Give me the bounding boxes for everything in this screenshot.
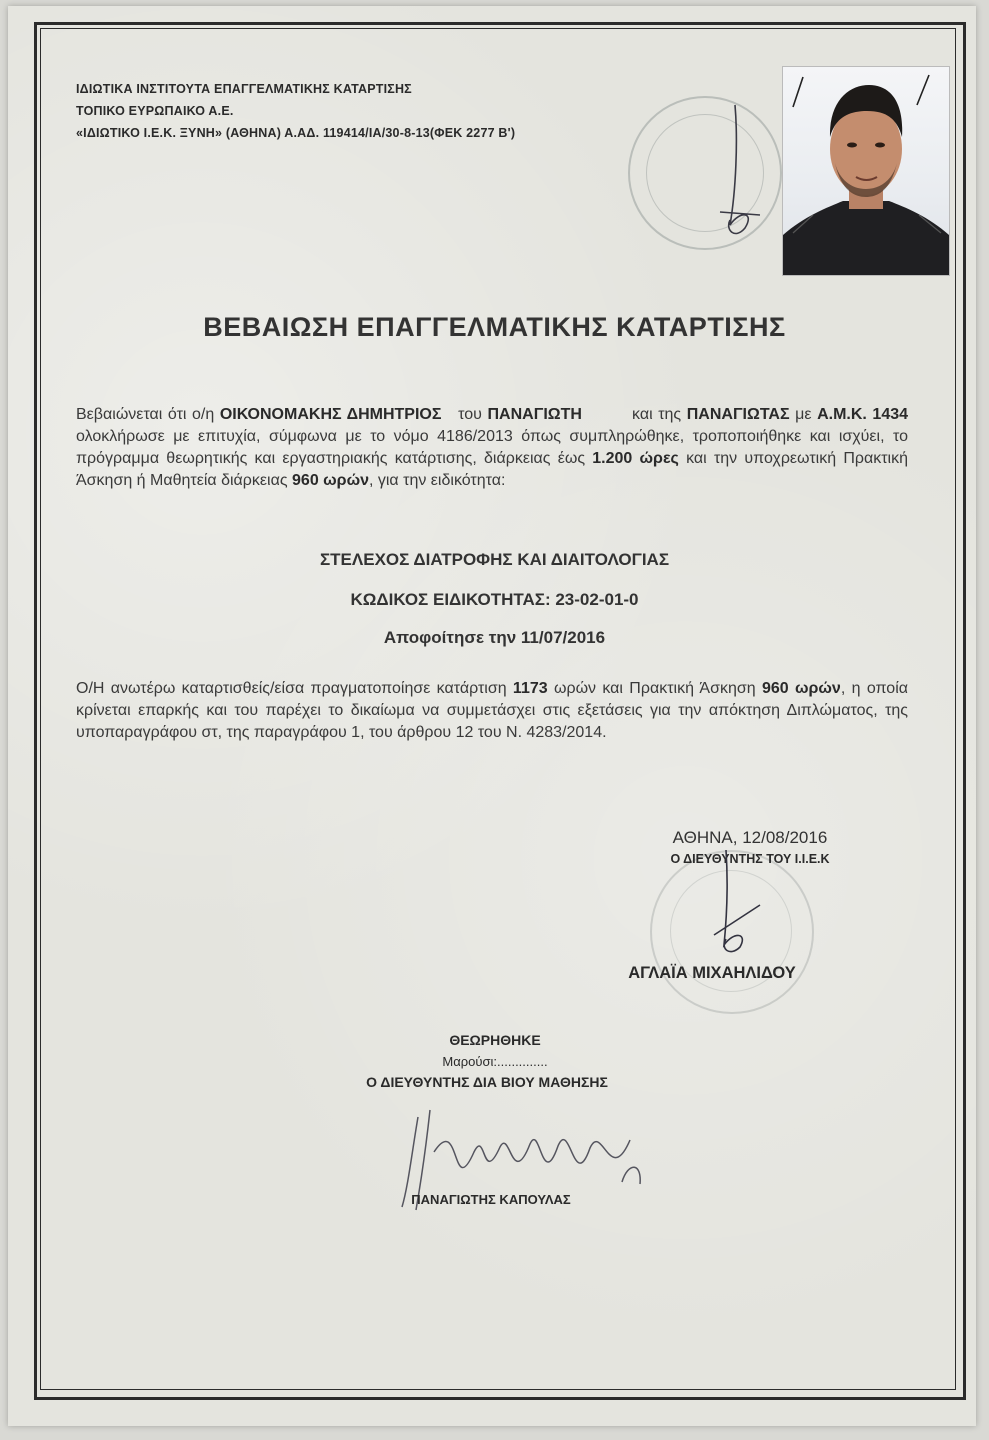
mother-prefix: και της	[632, 406, 682, 423]
trainee-name: ΟΙΚΟΝΟΜΑΚΗΣ ΔΗΜΗΤΡΙΟΣ	[219, 406, 442, 423]
director-signature	[700, 845, 780, 965]
endorsement-heading: ΘΕΩΡΗΘΗΚΕ	[449, 1032, 541, 1048]
portrait-image	[783, 67, 949, 275]
entitlement-text: , η οποία κρίνεται επαρκής και του παρέχει το δικαίωμα να συμμετάσχει στις εξετάσεις για την απόκτηση Διπλώματος, της υποπαραγράφου στ, της παραγράφου 1, του άρθρου 12 του Ν. 4283/2014.	[76, 680, 908, 741]
certification-paragraph	[76, 404, 908, 492]
director-name: ΑΓΛΑΪΑ ΜΙΧΑΗΛΙΔΟΥ	[628, 964, 796, 982]
graduation-date: Αποφοίτησε την 11/07/2016	[383, 628, 606, 647]
director-role: Ο ΔΙΕΥΘΥΝΤΗΣ ΤΟΥ Ι.Ι.Ε.Κ	[670, 852, 830, 866]
institute-line-2: ΤΟΠΙΚΟ ΕΥΡΩΠΑΙΚΟ Α.Ε.	[76, 104, 234, 118]
completed-hours: 1173	[512, 680, 548, 697]
specialty-intro: , για την ειδικότητα:	[368, 472, 506, 489]
completed-text: Ο/Η ανωτέρω καταρτισθείς/είσα πραγματοποίησε κατάρτιση	[76, 680, 507, 697]
endorsement-place	[330, 1054, 660, 1069]
institute-line-1: ΙΔΙΩΤΙΚΑ ΙΝΣΤΙΤΟΥΤΑ ΕΠΑΓΓΕΛΜΑΤΙΚΗΣ ΚΑΤΑΡΤΙΣΗΣ	[76, 82, 412, 96]
amk-number: Α.Μ.Κ. 1434	[817, 406, 909, 423]
amk-prefix: με	[795, 406, 812, 423]
specialty-code: ΚΩΔΙΚΟΣ ΕΙΔΙΚΟΤΗΤΑΣ: 23-02-01-0	[350, 590, 639, 609]
qualification-paragraph	[76, 678, 908, 744]
institute-header	[76, 78, 515, 144]
photo-signature	[700, 100, 780, 260]
endorsement-place-dots: ..............	[497, 1054, 548, 1069]
father-name: ΠΑΝΑΓΙΩΤΗ	[487, 406, 582, 423]
issue-place-date: ΑΘΗΝΑ, 12/08/2016	[672, 828, 828, 847]
program-text: ολοκλήρωσε με επιτυχία, σύμφωνα με το νόμο 4186/2013 όπως συμπληρώθηκε, τροποποιήθηκε και ισχύει, το πρόγραμμα θεωρητικής και εργαστηριακής κατάρτισης, διάρκειας έως	[76, 428, 908, 467]
practice-text: και την υποχρεωτική Πρακτική Άσκηση ή Μαθητεία διάρκειας	[76, 450, 909, 489]
portrait-photo	[782, 66, 950, 276]
certificate-title: ΒΕΒΑΙΩΣΗ ΕΠΑΓΓΕΛΜΑΤΙΚΗΣ ΚΑΤΑΡΤΙΣΗΣ	[203, 312, 786, 342]
practice-hours: 960 ωρών	[292, 472, 369, 489]
father-prefix: του	[458, 406, 482, 423]
intro-text: Βεβαιώνεται ότι ο/η	[76, 406, 215, 423]
institute-line-3: «ΙΔΙΩΤΙΚΟ Ι.Ε.Κ. ΞΥΝΗ» (ΑΘΗΝΑ) Α.ΑΔ. 119414/ΙΑ/30-8-13(ΦΕΚ 2277 Β')	[76, 126, 516, 140]
completed-practice-hours: 960 ωρών	[761, 680, 841, 697]
endorsement-place-label: Μαρούσι:	[442, 1054, 498, 1069]
lifelong-learning-director-name: ΠΑΝΑΓΙΩΤΗΣ ΚΑΠΟΥΛΑΣ	[411, 1192, 571, 1207]
mother-name: ΠΑΝΑΓΙΩΤΑΣ	[686, 406, 790, 423]
theory-hours: 1.200 ώρες	[592, 450, 679, 467]
practice-label: ωρών και Πρακτική Άσκηση	[553, 680, 756, 697]
specialty-name: ΣΤΕΛΕΧΟΣ ΔΙΑΤΡΟΦΗΣ ΚΑΙ ΔΙΑΙΤΟΛΟΓΙΑΣ	[319, 550, 670, 569]
lifelong-learning-director-role: Ο ΔΙΕΥΘΥΝΤΗΣ ΔΙΑ ΒΙΟΥ ΜΑΘΗΣΗΣ	[366, 1074, 608, 1090]
